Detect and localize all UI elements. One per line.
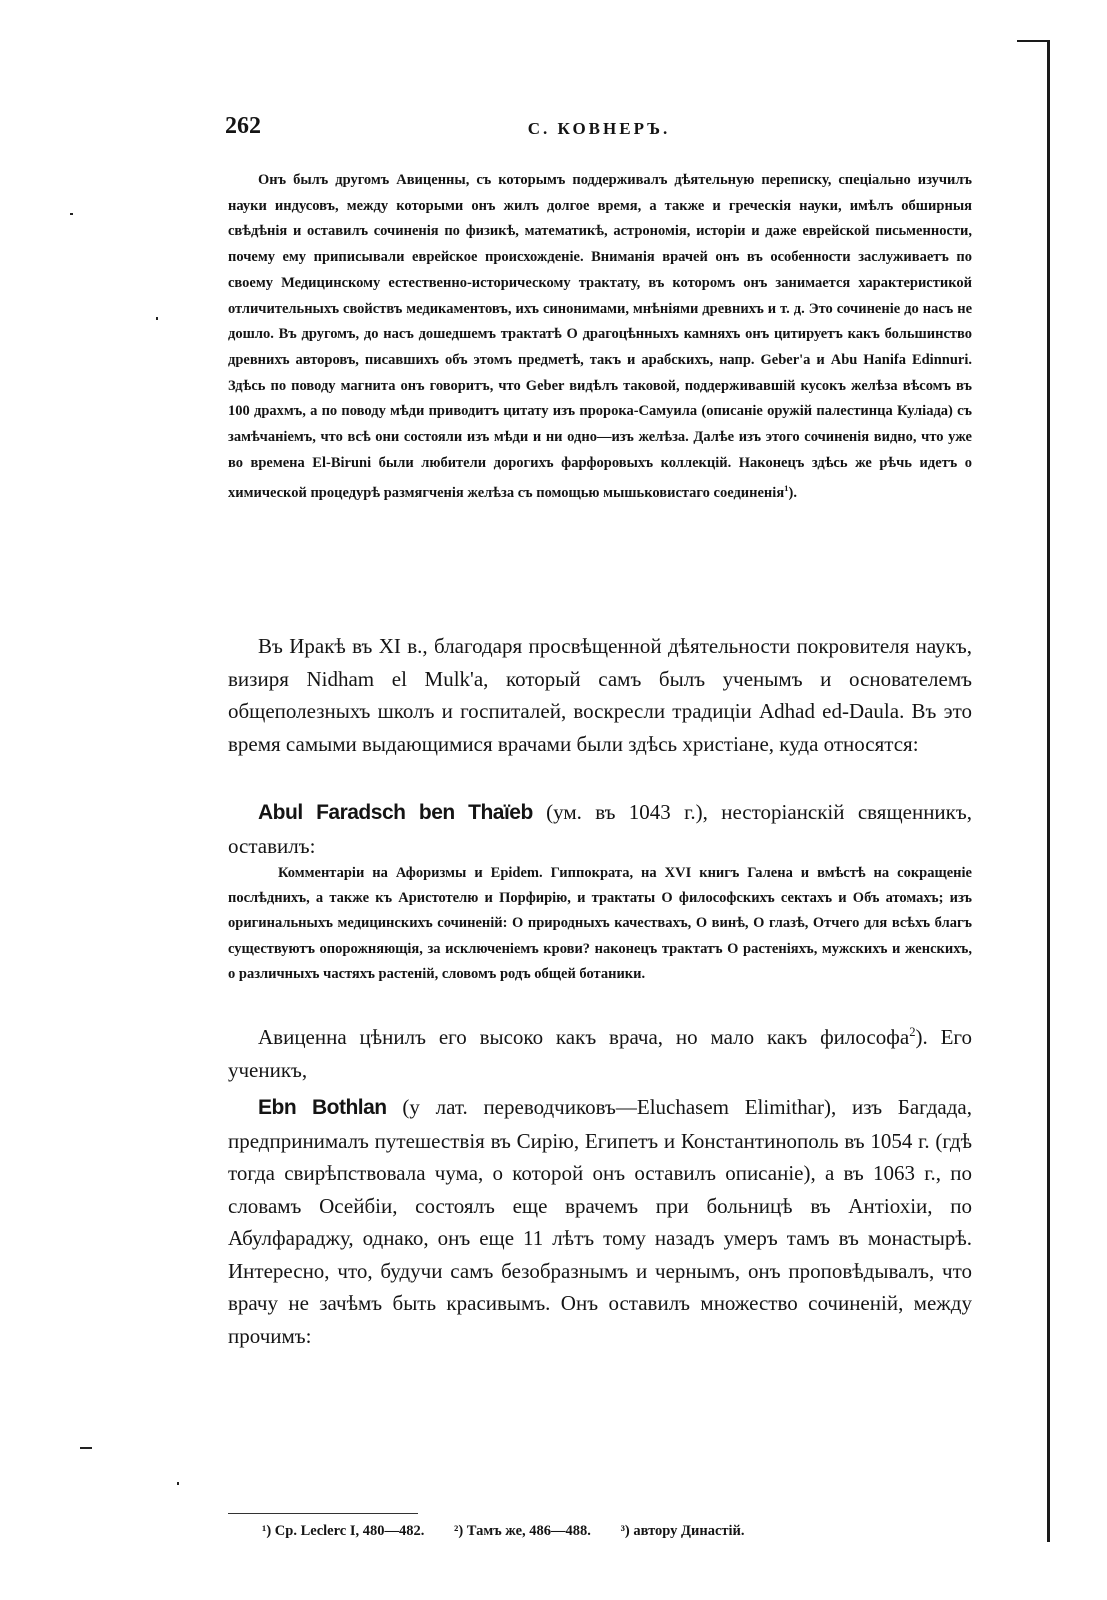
paragraph-text: Онъ былъ другомъ Авиценны, съ которымъ поддерживалъ дѣятельную переписку, спеціально изучилъ науки индусовъ, между которыми онъ жилъ долгое время, а также и греческія науки, имѣлъ обширныя свѣдѣнія и оставилъ сочиненія по физикѣ, математикѣ, астрономія, исторіи и даже еврейской письменности, почему ему приписывали еврейское происхожденіе. Вниманія врачей онъ въ особенности заслуживаетъ по своему Медицинскому естественно-историческому трактату, въ которомъ онъ занимается характеристикой отличительныхъ свойствъ медикаментовъ, ихъ синонимами, мнѣніями древнихъ и т. д. Это сочиненіе до насъ не дошло. Въ другомъ, до насъ дошедшемъ трактатѣ О драгоцѣнныхъ камняхъ онъ цитируетъ какъ большинство древнихъ авторовъ, писавшихъ объ этомъ предметѣ, такъ и арабскихъ, напр. Geber'а и Abu Hanifa Edinnuri. Здѣсь по поводу магнита онъ говоритъ, что Geber видѣлъ таковой, поддерживавшій кусокъ желѣза вѣсомъ въ 100 драхмъ, а по поводу мѣди приводитъ цитату изъ пророка-Самуила (описаніе оружій палестинца Куліада) съ замѣчаніемъ, что всѣ они состояли изъ мѣди и ни одно—изъ желѣза. Далѣе изъ этого сочиненія видно, что уже во времена El-Biruni были любители дорогихъ фарфоровыхъ коллекцій. Наконецъ здѣсь же рѣчь идетъ о химической процедурѣ размягченія желѣза съ помощью мышьковистаго соединенія	[228, 172, 972, 502]
footnote-ref: 2	[909, 1025, 916, 1039]
footnote-ref: 1	[784, 483, 789, 494]
scan-speck	[156, 317, 158, 320]
page-header	[225, 113, 973, 153]
entry-name: Abul Faradsch ben Thaïeb	[258, 801, 533, 824]
paragraph-text: Авиценна цѣнилъ его высоко какъ врача, но мало какъ философа	[258, 1025, 910, 1049]
paragraph-biruni: Онъ былъ другомъ Авиценны, съ которымъ поддерживалъ дѣятельную переписку, спеціально изучилъ науки индусовъ, между которыми онъ жилъ долгое время, а также и греческія науки, имѣлъ обширныя свѣдѣнія и оставилъ сочиненія по физикѣ, математикѣ, астрономія, исторіи и даже еврейской письменности, почему ему приписывали еврейское происхожденіе. Вниманія врачей онъ въ особенности заслуживаетъ по своему Медицинскому естественно-историческому трактату, въ которомъ онъ занимается характеристикой отличительныхъ свойствъ медикаментовъ, ихъ синонимами, мнѣніями древнихъ и т. д. Это сочиненіе до насъ не дошло. Въ другомъ, до насъ дошедшемъ трактатѣ О драгоцѣнныхъ камняхъ онъ цитируетъ какъ большинство древнихъ авторовъ, писавшихъ объ этомъ предметѣ, такъ и арабскихъ, напр. Geber'а и Abu Hanifa Edinnuri. Здѣсь по поводу магнита онъ говоритъ, что Geber видѣлъ таковой, поддерживавшій кусокъ желѣза вѣсомъ въ 100 драхмъ, а по поводу мѣди приводитъ цитату изъ пророка-Самуила (описаніе оружій палестинца Куліада) съ замѣчаніемъ, что всѣ они состояли изъ мѣди и ни одно—изъ желѣза. Далѣе изъ этого сочиненія видно, что уже во времена El-Biruni были любители дорогихъ фарфоровыхъ коллекцій. Наконецъ здѣсь же рѣчь идетъ о химической процедурѣ размягченія желѣза съ помощью мышьковистаго соединенія$^1$).	[228, 172, 972, 502]
entry-ebn-bothlan	[228, 1091, 972, 1352]
scan-speck	[70, 213, 73, 215]
paragraph-iraq: Въ Иракѣ въ XI в., благодаря просвѣщенной дѣятельности покровителя наукъ, визиря Nidham el Mulk'a, который самъ былъ ученымъ и основателемъ общеполезныхъ школъ и госпиталей, воскресли традиціи Adhad ed-Daula. Въ это время самыми выдающимися врачами были здѣсь христіане, куда относятся:	[228, 634, 972, 756]
entry-text: (у лат. переводчиковъ—Eluchasem Elimithar), изъ Багдада, предпринималъ путешествія въ Сирію, Египетъ и Константинополь въ 1054 г. (гдѣ тогда свирѣпствовала чума, о которой онъ оставилъ описаніе), а въ 1063 г., по словамъ Осейбіи, состоялъ еще врачемъ при больницѣ въ Антіохіи, по Абулфараджу, однако, онъ еще 11 лѣтъ тому назадъ умеръ тамъ въ монастырѣ. Интересно, что, будучи самъ безобразнымъ и чернымъ, онъ проповѣдывалъ, что врачу не зачѣмъ быть красивымъ. Онъ оставилъ множество сочиненій, между прочимъ:	[228, 1095, 972, 1348]
entry-abul-faradsch	[228, 796, 972, 862]
running-head: С. КОВНЕРЪ.	[527, 119, 671, 138]
scan-speck	[177, 1482, 179, 1485]
footnote-2: ²) Тамъ же, 486—488.	[453, 1523, 591, 1539]
works-list: Комментаріи на Афоризмы и Epidem. Гиппократа, на XVI книгъ Галена и вмѣстѣ на сокращеніе послѣднихъ, а также къ Аристотелю и Порфирію, и трактаты О философскихъ сектахъ и Объ атомахъ; изъ оригинальныхъ медицинскихъ сочиненій: О природныхъ качествахъ, О винѣ, О глазѣ, Отчего для всѣхъ благъ существуютъ опорожняющія, за исключеніемъ крови? наконецъ трактатъ О растеніяхъ, мужскихъ и женскихъ, о различныхъ частяхъ растеній, словомъ родъ общей ботаники.	[228, 865, 972, 982]
footnotes	[262, 1523, 972, 1540]
entry-name: Ebn Bothlan	[258, 1096, 387, 1119]
page-edge-line	[1047, 40, 1050, 1542]
paragraph-text: ). Его ученикъ,	[228, 1025, 972, 1082]
paragraph-avicenna	[228, 1016, 972, 1086]
page-edge-tick	[1017, 40, 1047, 42]
footnote-3: ³) автору Династій.	[620, 1523, 745, 1539]
page-number: 262	[225, 113, 261, 139]
footnote-1: ¹) Ср. Leclerc I, 480—482.	[262, 1523, 425, 1539]
footnote-rule	[228, 1513, 418, 1514]
scan-speck	[80, 1447, 92, 1449]
entry-text: (ум. въ 1043 г.), несторіанскій священникъ, оставилъ:	[228, 800, 972, 858]
